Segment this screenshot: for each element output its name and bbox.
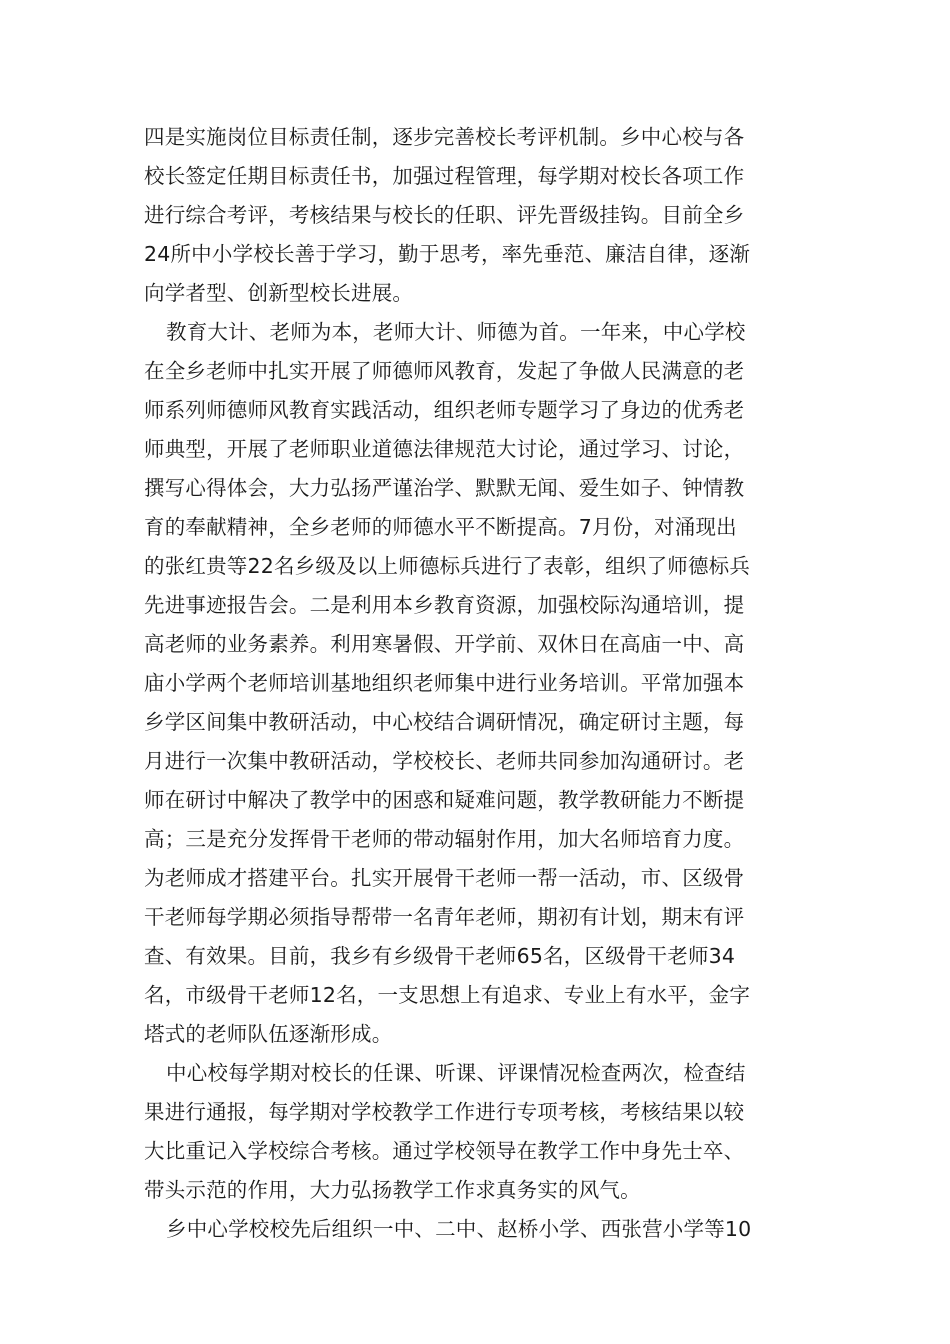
- text-line: 干老师每学期必须指导帮带一名青年老师，期初有计划，期末有评: [144, 905, 745, 929]
- text-line: 庙小学两个老师培训基地组织老师集中进行业务培训。平常加强本: [144, 671, 745, 695]
- text-line: 在全乡老师中扎实开展了师德师风教育，发起了争做人民满意的老: [144, 359, 745, 383]
- text-line: 大比重记入学校综合考核。通过学校领导在教学工作中身先士卒、: [144, 1139, 745, 1163]
- text-line: 果进行通报，每学期对学校教学工作进行专项考核，考核结果以较: [144, 1100, 745, 1124]
- text-line: 进行综合考评，考核结果与校长的任职、评先晋级挂钩。目前全乡: [144, 203, 745, 227]
- text-line: 师在研讨中解决了教学中的困惑和疑难问题，教学教研能力不断提: [144, 788, 745, 812]
- text-line: 为老师成才搭建平台。扎实开展骨干老师一帮一活动，市、区级骨: [144, 866, 745, 890]
- text-line: 高；三是充分发挥骨干老师的带动辐射作用，加大名师培育力度。: [144, 827, 745, 851]
- text-line: 四是实施岗位目标责任制，逐步完善校长考评机制。乡中心校与各: [144, 125, 745, 149]
- text-line: 名，市级骨干老师12名，一支思想上有追求、专业上有水平，金字: [144, 983, 751, 1007]
- paragraph-first-line: 中心校每学期对校长的任课、听课、评课情况检查两次，检查结: [166, 1061, 746, 1085]
- text-line: 师典型，开展了老师职业道德法律规范大讨论，通过学习、讨论，: [144, 437, 745, 461]
- text-line: 的张红贵等22名乡级及以上师德标兵进行了表彰，组织了师德标兵: [144, 554, 751, 578]
- text-line: 高老师的业务素养。利用寒暑假、开学前、双休日在高庙一中、高: [144, 632, 745, 656]
- text-line: 带头示范的作用，大力弘扬教学工作求真务实的风气。: [144, 1178, 641, 1202]
- text-line: 24所中小学校长善于学习，勤于思考，率先垂范、廉洁自律，逐渐: [144, 242, 751, 266]
- text-line: 查、有效果。目前，我乡有乡级骨干老师65名，区级骨干老师34: [144, 944, 736, 968]
- text-line: 先进事迹报告会。二是利用本乡教育资源，加强校际沟通培训，提: [144, 593, 745, 617]
- text-line: 师系列师德师风教育实践活动，组织老师专题学习了身边的优秀老: [144, 398, 745, 422]
- document-body: [144, 118, 804, 1249]
- text-line: 向学者型、创新型校长进展。: [144, 281, 414, 305]
- text-line: 塔式的老师队伍逐渐形成。: [144, 1022, 393, 1046]
- text-line: 校长签定任期目标责任书，加强过程管理，每学期对校长各项工作: [144, 164, 745, 188]
- text-line: 育的奉献精神，全乡老师的师德水平不断提高。7月份，对涌现出: [144, 515, 737, 539]
- text-line: 月进行一次集中教研活动，学校校长、老师共同参加沟通研讨。老: [144, 749, 745, 773]
- paragraph-first-line: 教育大计、老师为本，老师大计、师德为首。一年来，中心学校: [166, 320, 746, 344]
- text-line: 乡学区间集中教研活动，中心校结合调研情况，确定研讨主题，每: [144, 710, 745, 734]
- text-line: 撰写心得体会，大力弘扬严谨治学、默默无闻、爱生如子、钟情教: [144, 476, 745, 500]
- paragraph-first-line: 乡中心学校校先后组织一中、二中、赵桥小学、西张营小学等10: [166, 1217, 752, 1241]
